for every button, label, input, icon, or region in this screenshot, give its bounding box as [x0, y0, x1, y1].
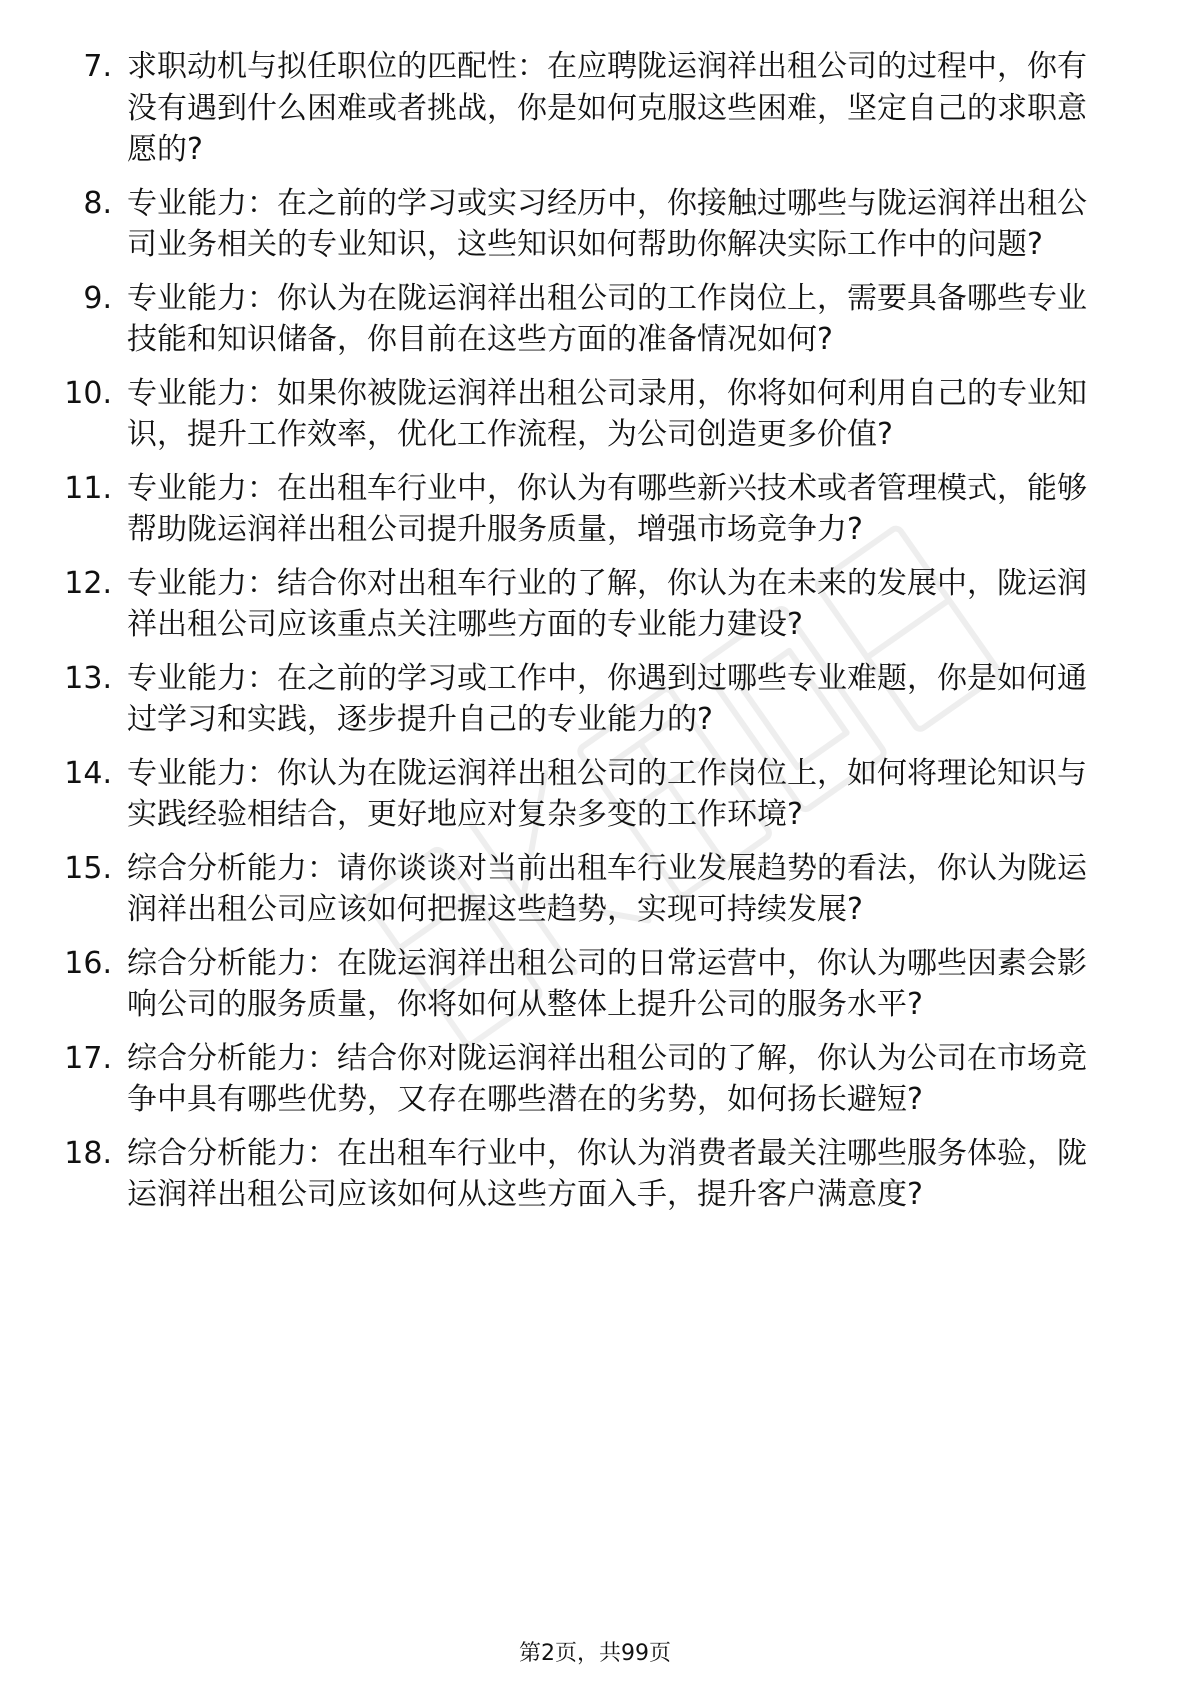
question-number: 15.: [64, 850, 112, 886]
question-number: 14.: [64, 755, 112, 791]
question-text: 专业能力：结合你对出租车行业的了解，你认为在未来的发展中，陇运润祥出租公司应该重点关注哪些方面的专业能力建设?: [127, 565, 1087, 642]
question-number: 13.: [64, 660, 112, 696]
question-text: 专业能力：如果你被陇运润祥出租公司录用，你将如何利用自己的专业知识，提升工作效率，优化工作流程，为公司创造更多价值?: [127, 375, 1087, 452]
question-text: 综合分析能力：在陇运润祥出租公司的日常运营中，你认为哪些因素会影响公司的服务质量，你将如何从整体上提升公司的服务水平?: [127, 945, 1087, 1022]
list-item: [0, 1133, 1190, 1216]
list-item: [0, 183, 1190, 266]
list-item: [0, 943, 1190, 1026]
list-item: [0, 46, 1190, 171]
question-text: 综合分析能力：结合你对陇运润祥出租公司的了解，你认为公司在市场竞争中具有哪些优势，又存在哪些潜在的劣势，如何扬长避短?: [127, 1040, 1087, 1117]
question-number: 7.: [83, 49, 112, 84]
list-item: [0, 373, 1190, 456]
question-number: 18.: [64, 1135, 112, 1171]
question-number: 9.: [83, 280, 112, 316]
question-text: 专业能力：你认为在陇运润祥出租公司的工作岗位上，需要具备哪些专业技能和知识储备，你目前在这些方面的准备情况如何?: [127, 280, 1087, 357]
list-item: [0, 848, 1190, 931]
list-item: [0, 563, 1190, 646]
page-footer: [0, 1636, 1190, 1667]
question-number: 8.: [83, 185, 112, 221]
question-text: 综合分析能力：在出租车行业中，你认为消费者最关注哪些服务体验，陇运润祥出租公司应该如何从这些方面入手，提升客户满意度?: [127, 1135, 1087, 1212]
question-text: 求职动机与拟任职位的匹配性：在应聘陇运润祥出租公司的过程中，你有没有遇到什么困难或者挑战，你是如何克服这些困难，坚定自己的求职意愿的?: [127, 49, 1087, 167]
question-number: 16.: [64, 945, 112, 981]
question-text: 专业能力：在出租车行业中，你认为有哪些新兴技术或者管理模式，能够帮助陇运润祥出租公司提升服务质量，增强市场竞争力?: [127, 470, 1087, 547]
question-number: 10.: [64, 375, 112, 411]
list-item: [0, 658, 1190, 741]
question-text: 专业能力：在之前的学习或工作中，你遇到过哪些专业难题，你是如何通过学习和实践，逐步提升自己的专业能力的?: [127, 660, 1087, 737]
list-item: [0, 468, 1190, 551]
question-text: 综合分析能力：请你谈谈对当前出租车行业发展趋势的看法，你认为陇运润祥出租公司应该如何把握这些趋势，实现可持续发展?: [127, 850, 1087, 927]
question-text: 专业能力：你认为在陇运润祥出租公司的工作岗位上，如何将理论知识与实践经验相结合，更好地应对复杂多变的工作环境?: [127, 755, 1087, 832]
page-number: 第2页，共99页: [519, 1641, 671, 1666]
question-text: 专业能力：在之前的学习或实习经历中，你接触过哪些与陇运润祥出租公司业务相关的专业知识，这些知识如何帮助你解决实际工作中的问题?: [127, 185, 1087, 262]
list-item: [0, 753, 1190, 836]
question-number: 12.: [64, 565, 112, 601]
question-number: 11.: [64, 470, 112, 506]
question-number: 17.: [64, 1040, 112, 1076]
list-item: [0, 1038, 1190, 1121]
question-list: [0, 46, 1190, 1228]
list-item: [0, 278, 1190, 361]
